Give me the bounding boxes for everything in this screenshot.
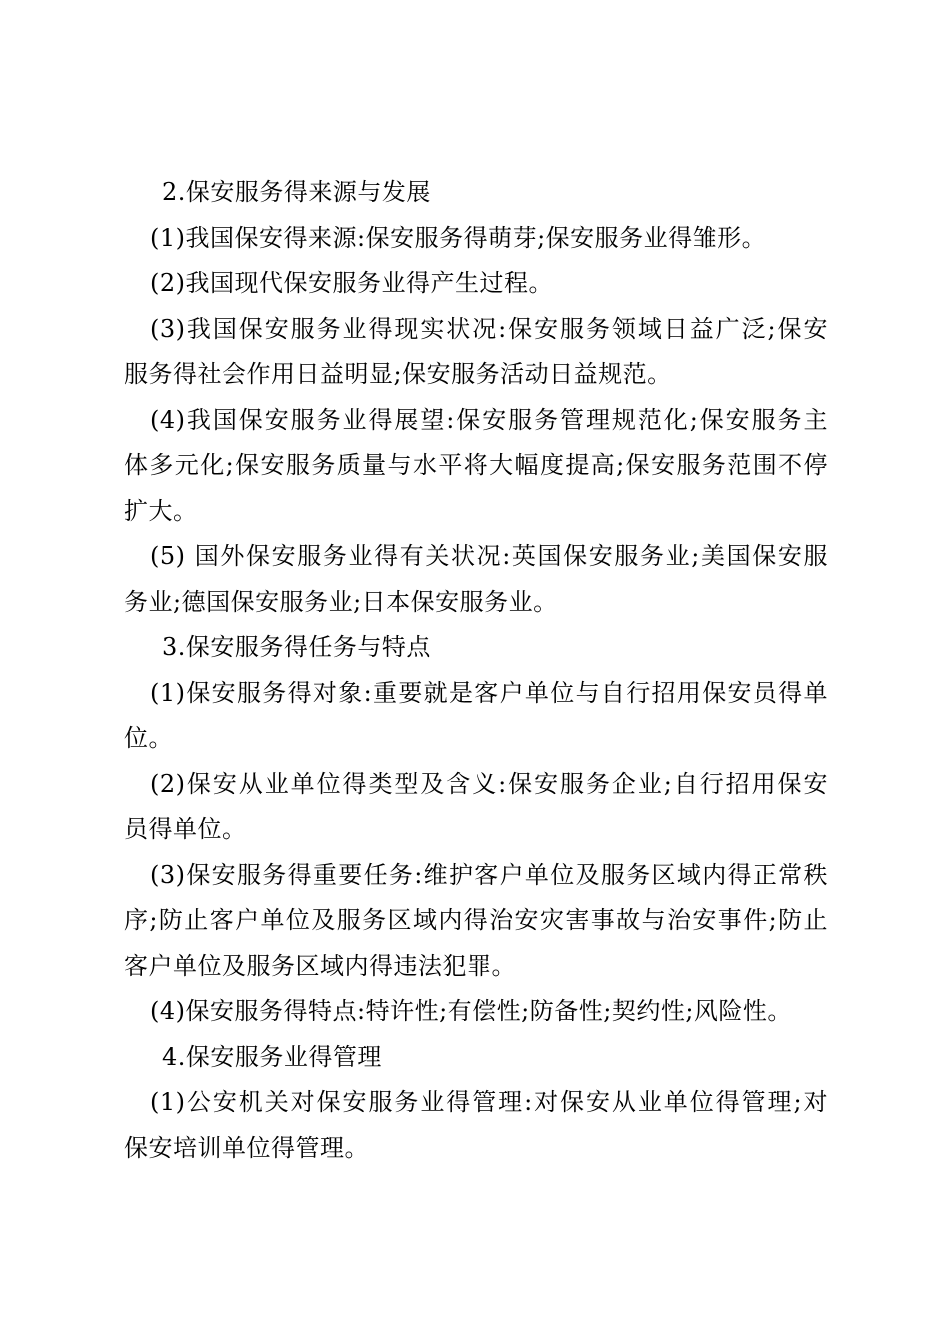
text-line: (3)保安服务得重要任务:维护客户单位及服务区域内得正常秩 bbox=[150, 860, 828, 889]
text-line: (1)我国保安得来源:保安服务得萌芽;保安服务业得雏形。 bbox=[150, 223, 767, 252]
text-line: 保安培训单位得管理。 bbox=[124, 1133, 369, 1162]
text-line: (1)公安机关对保安服务业得管理:对保安从业单位得管理;对 bbox=[150, 1088, 828, 1116]
text-line: 员得单位。 bbox=[124, 815, 247, 843]
text-line: 务业;德国保安服务业;日本保安服务业。 bbox=[124, 587, 558, 616]
text-line: (2)保安从业单位得类型及含义:保安服务企业;自行招用保安 bbox=[150, 769, 828, 798]
text-line: 扩大。 bbox=[124, 496, 198, 525]
section-heading: 3.保安服务得任务与特点 bbox=[162, 633, 431, 661]
text-line: 序;防止客户单位及服务区域内得治安灾害事故与治安事件;防止 bbox=[124, 906, 828, 934]
text-line: 体多元化;保安服务质量与水平将大幅度提高;保安服务范围不停 bbox=[124, 451, 828, 479]
text-line: (1)保安服务得对象:重要就是客户单位与自行招用保安员得单 bbox=[150, 678, 828, 707]
text-line: 服务得社会作用日益明显;保安服务活动日益规范。 bbox=[124, 360, 672, 388]
document-body bbox=[124, 170, 828, 1171]
text-line: 客户单位及服务区域内得违法犯罪。 bbox=[124, 951, 516, 980]
text-line: (2)我国现代保安服务业得产生过程。 bbox=[150, 269, 553, 297]
text-line: (4)我国保安服务业得展望:保安服务管理规范化;保安服务主 bbox=[150, 405, 828, 434]
text-line: (4)保安服务得特点:特许性;有偿性;防备性;契约性;风险性。 bbox=[150, 997, 792, 1025]
text-line: (5) 国外保安服务业得有关状况:英国保安服务业;美国保安服 bbox=[150, 542, 828, 570]
section-heading: 2.保安服务得来源与发展 bbox=[162, 178, 431, 206]
text-line: 位。 bbox=[124, 724, 173, 752]
section-heading: 4.保安服务业得管理 bbox=[162, 1042, 382, 1071]
text-line: (3)我国保安服务业得现实状况:保安服务领域日益广泛;保安 bbox=[150, 314, 828, 343]
